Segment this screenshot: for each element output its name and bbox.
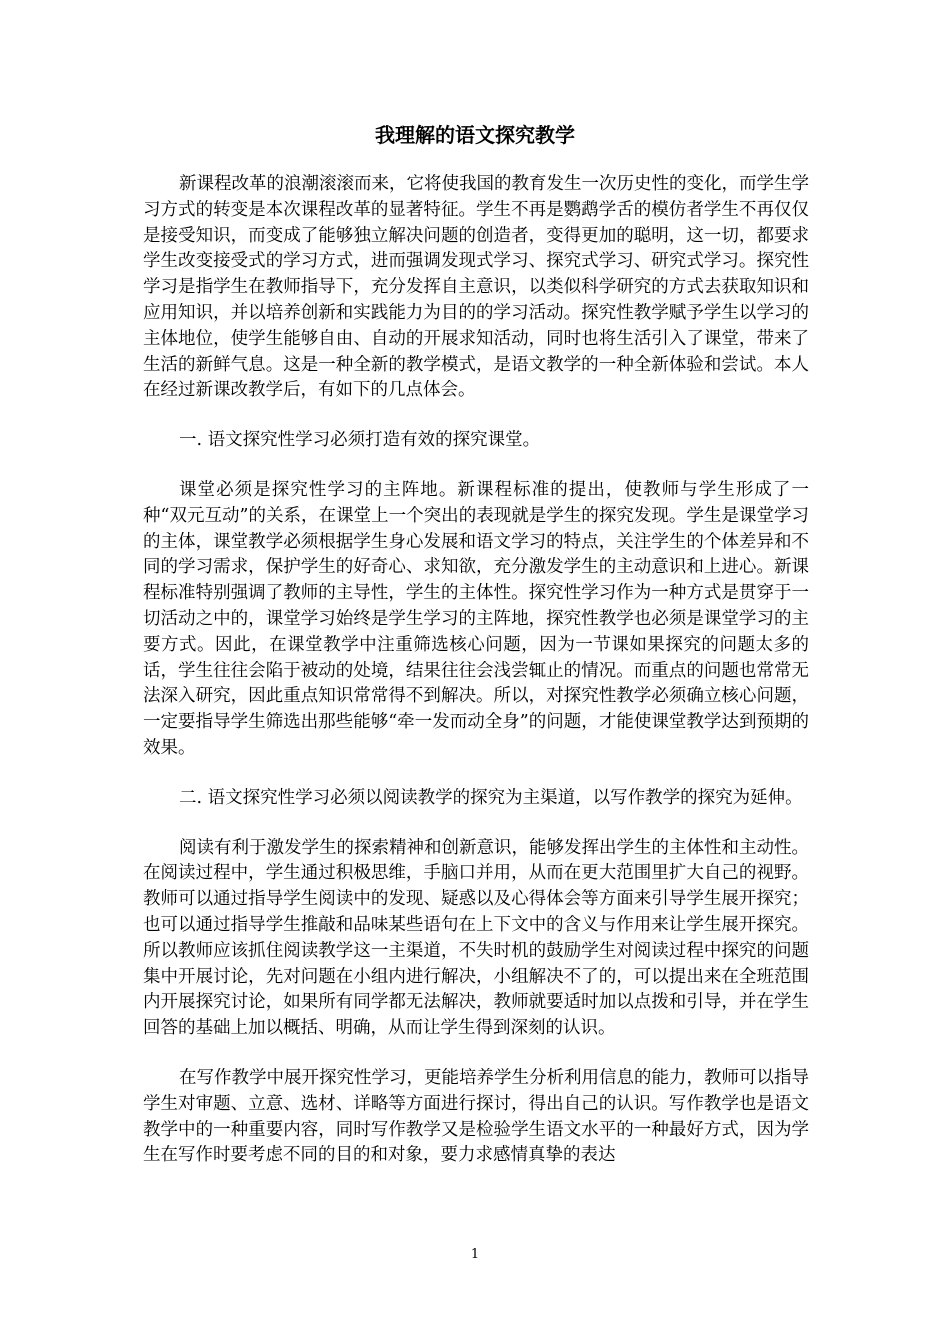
page-number: 1	[470, 1247, 480, 1262]
paragraph-writing: 在写作教学中展开探究性学习，更能培养学生分析利用信息的能力，教师可以指导学生对审题、立意、选材、详略等方面进行探讨，得出自己的认识。写作教学也是语文教学中的一种重要内容，同时写作教学又是检验学生语文水平的一种最好方式，因为学生在写作时要考虑不同的目的和对象，要力求感情真挚的表达	[143, 1067, 809, 1166]
document-title: 我理解的语文探究教学	[375, 123, 575, 147]
section-heading-1: 一. 语文探究性学习必须打造有效的探究课堂。	[179, 430, 541, 451]
paragraph-classroom: 课堂必须是探究性学习的主阵地。新课程标准的提出，使教师与学生形成了一种“双元互动”的关系，在课堂上一个突出的表现就是学生的探究发现。学生是课堂学习的主体，课堂教学必须根据学生身心发展和语文学习的特点，关注学生的个体差异和不同的学习需求，保护学生的好奇心、求知欲，充分激发学生的主动意识和上进心。新课程标准特别强调了教师的主导性，学生的主体性。探究性学习作为一种方式是贯穿于一切活动之中的，课堂学习始终是学生学习的主阵地，探究性教学也必须是课堂学习的主要方式。因此，在课堂教学中注重筛选核心问题，因为一节课如果探究的问题太多的话，学生往往会陷于被动的处境，结果往往会浅尝辄止的情况。而重点的问题也常常无法深入研究，因此重点知识常常得不到解决。所以，对探究性教学必须确立核心问题，一定要指导学生筛选出那些能够“牵一发而动全身”的问题，才能使课堂教学达到预期的效果。	[143, 479, 809, 758]
document-body	[143, 172, 809, 1193]
paragraph-reading: 阅读有利于激发学生的探索精神和创新意识，能够发挥出学生的主体性和主动性。在阅读过程中，学生通过积极思维，手脑口并用，从而在更大范围里扩大自己的视野。教师可以通过指导学生阅读中的发现、疑惑以及心得体会等方面来引导学生展开探究；也可以通过指导学生推敲和品味某些语句在上下文中的含义与作用来让学生展开探究。所以教师应该抓住阅读教学这一主渠道，不失时机的鼓励学生对阅读过程中探究的问题集中开展讨论，先对问题在小组内进行解决，小组解决不了的，可以提出来在全班范围内开展探究讨论，如果所有同学都无法解决，教师就要适时加以点拨和引导，并在学生回答的基础上加以概括、明确，从而让学生得到深刻的认识。	[143, 837, 809, 1039]
section-heading-2: 二. 语文探究性学习必须以阅读教学的探究为主渠道，以写作教学的探究为延伸。	[179, 787, 803, 808]
paragraph-intro: 新课程改革的浪潮滚滚而来，它将使我国的教育发生一次历史性的变化，而学生学习方式的转变是本次课程改革的显著特征。学生不再是鹦鹉学舌的模仿者学生不再仅仅是接受知识，而变成了能够独立解决问题的创造者，变得更加的聪明，这一切，都要求学生改变接受式的学习方式，进而强调发现式学习、探究式学习、研究式学习。探究性学习是指学生在教师指导下，充分发挥自主意识，以类似科学研究的方式去获取知识和应用知识，并以培养创新和实践能力为目的的学习活动。探究性教学赋予学生以学习的主体地位，使学生能够自由、自动的开展求知活动，同时也将生活引入了课堂，带来了生活的新鲜气息。这是一种全新的教学模式，是语文教学的一种全新体验和尝试。本人在经过新课改教学后，有如下的几点体会。	[143, 174, 809, 401]
